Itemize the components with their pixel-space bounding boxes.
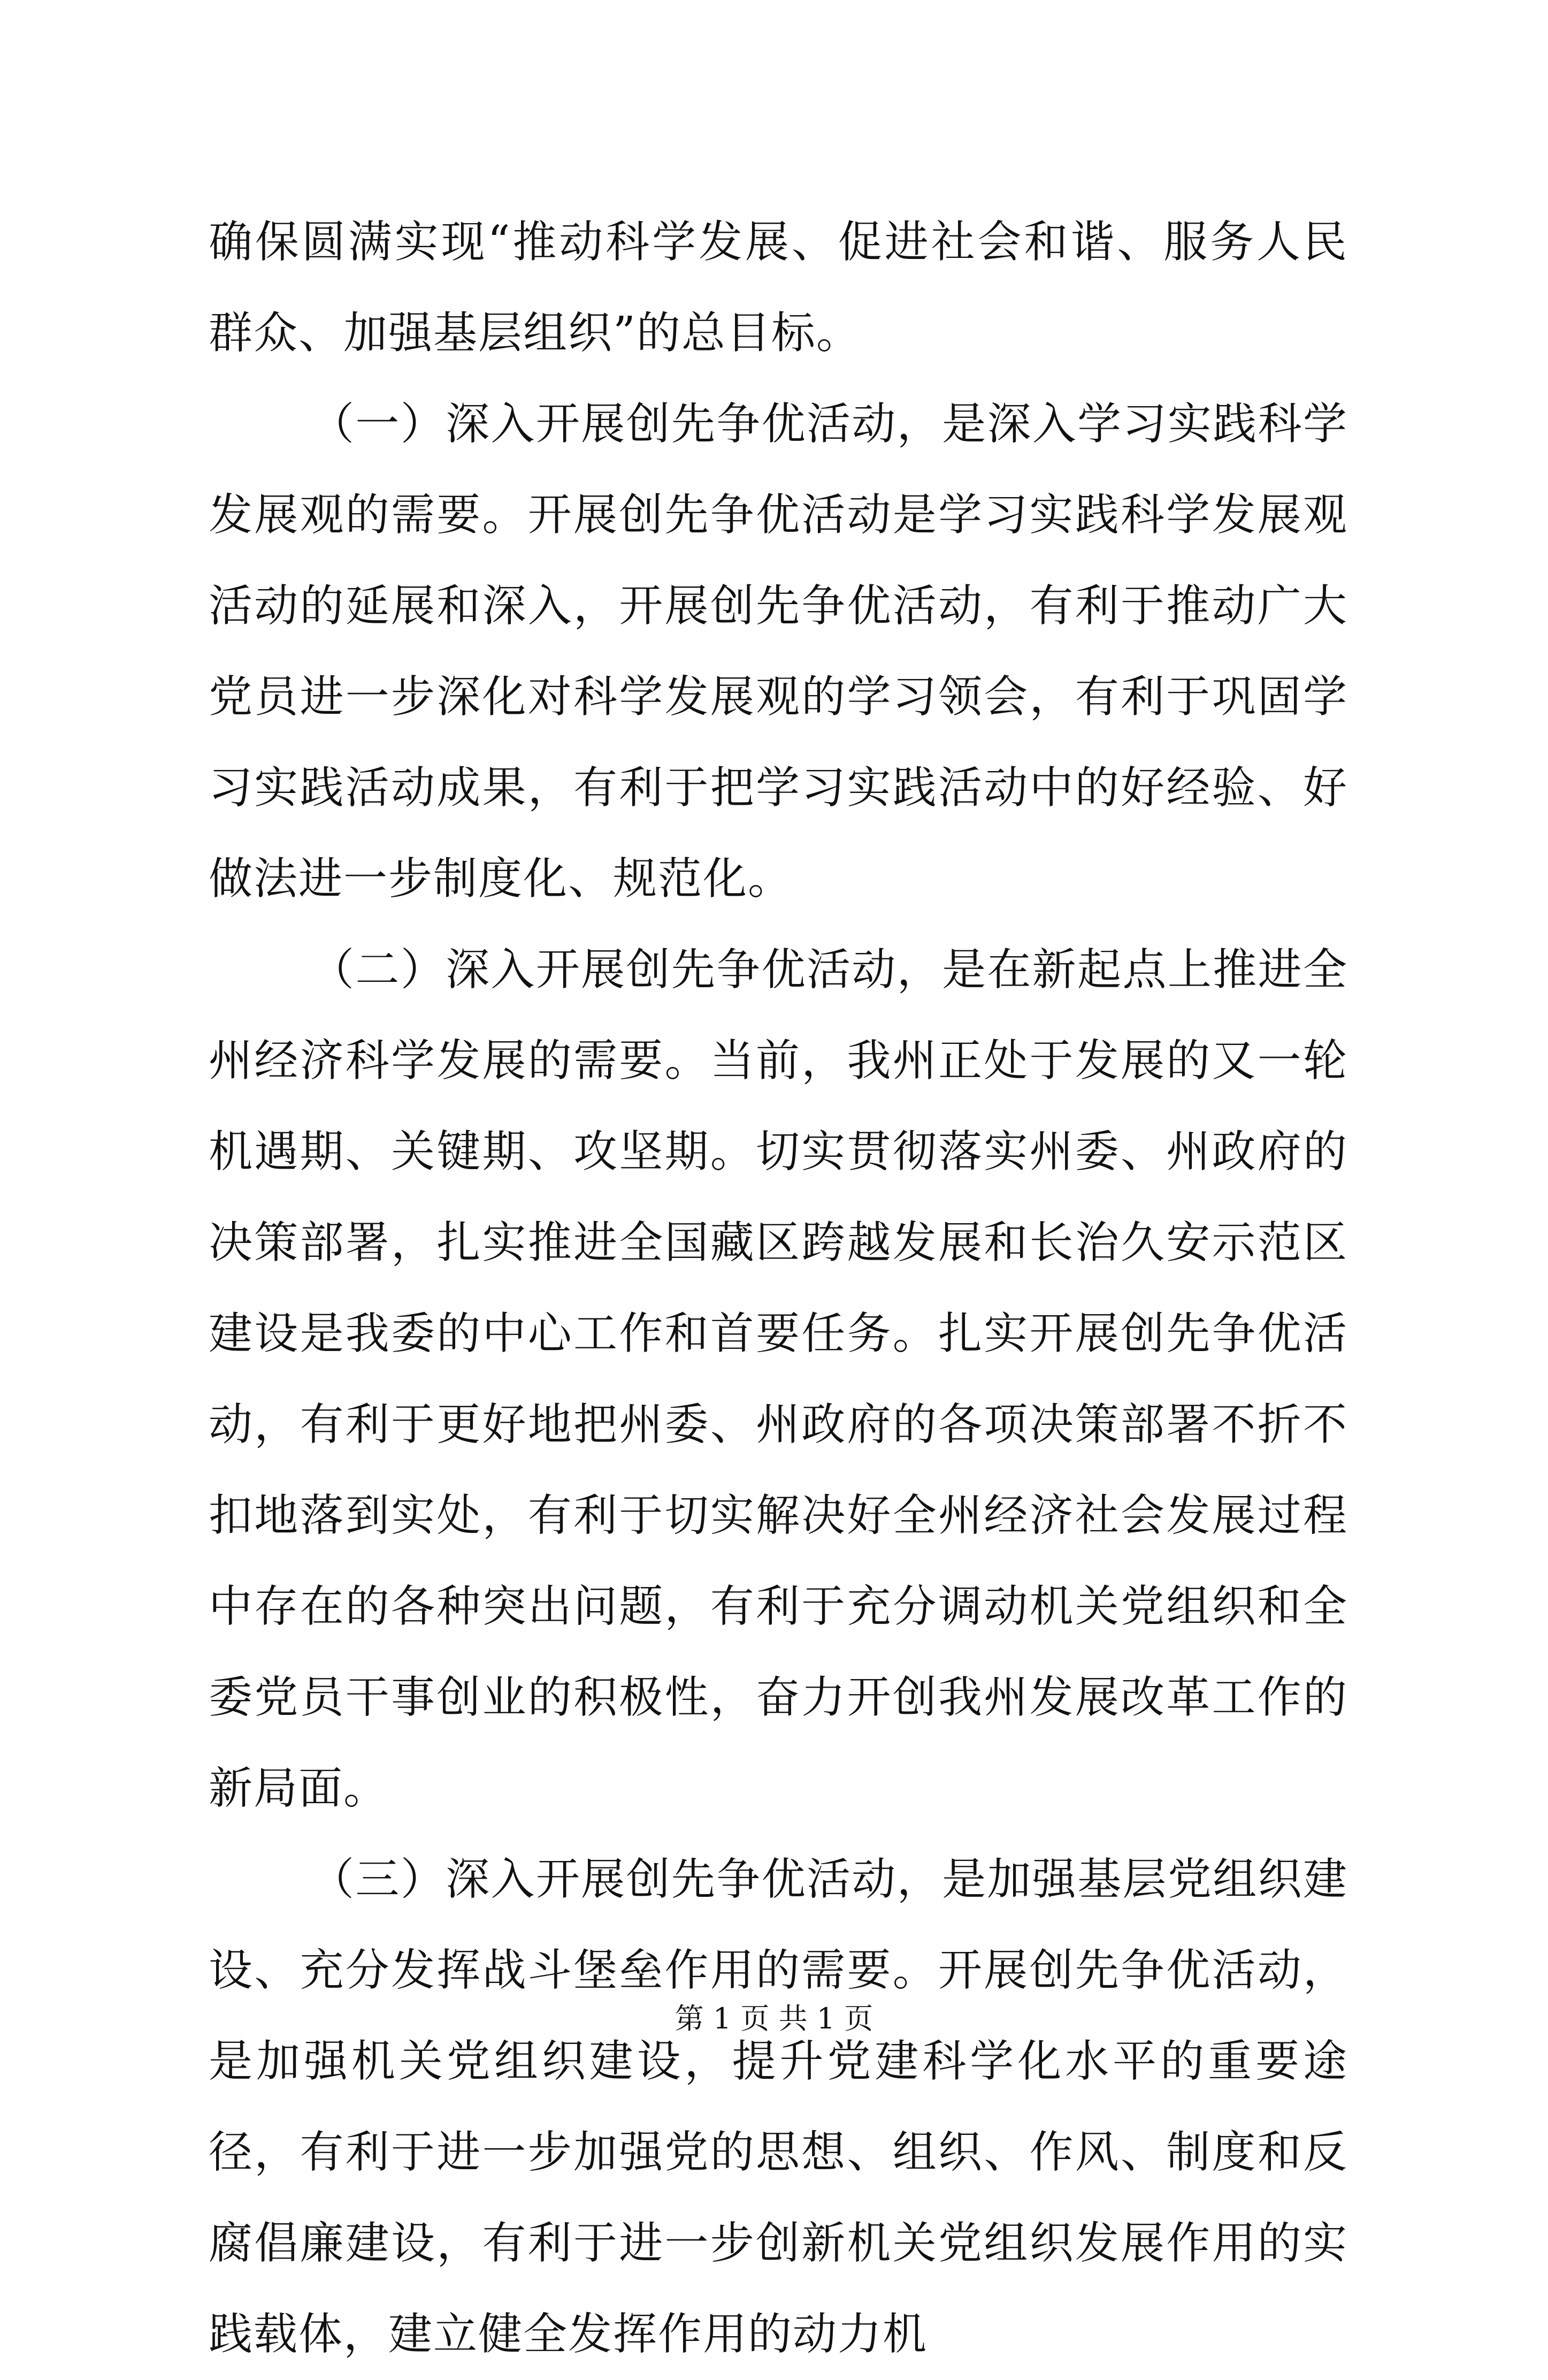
page-footer: 第 1 页 共 1 页	[675, 2002, 873, 2035]
paragraph-section-2: （二）深入开展创先争优活动，是在新起点上推进全州经济科学发展的需要。当前，我州正处于发展的又一轮机遇期、关键期、攻坚期。切实贯彻落实州委、州政府的决策部署，扎实推进全国藏区跨越发展和长治久安示范区建设是我委的中心工作和首要任务。扎实开展创先争优活动，有利于更好地把州委、州政府的各项决策部署不折不扣地落到实处，有利于切实解决好全州经济社会发展过程中存在的各种突出问题，有利于充分调动机关党组织和全委党员干事创业的积极性，奋力开创我州发展改革工作的新局面。	[209, 944, 1348, 1814]
document-body	[209, 197, 1348, 2380]
paragraph-section-1: （一）深入开展创先争优活动，是深入学习实践科学发展观的需要。开展创先争优活动是学习实践科学发展观活动的延展和深入，开展创先争优活动，有利于推动广大党员进一步深化对科学发展观的学习领会，有利于巩固学习实践活动成果，有利于把学习实践活动中的好经验、好做法进一步制度化、规范化。	[209, 399, 1348, 904]
paragraph-section-3: （三）深入开展创先争优活动，是加强基层党组织建设、充分发挥战斗堡垒作用的需要。开展创先争优活动，是加强机关党组织建设，提升党建科学化水平的重要途径，有利于进一步加强党的思想、组织、作风、制度和反腐倡廉建设，有利于进一步创新机关党组织发展作用的实践载体，建立健全发挥作用的动力机	[209, 1854, 1348, 2360]
paragraph-goal: 确保圆满实现“推动科学发展、促进社会和谐、服务人民群众、加强基层组织”的总目标。	[209, 217, 1348, 358]
